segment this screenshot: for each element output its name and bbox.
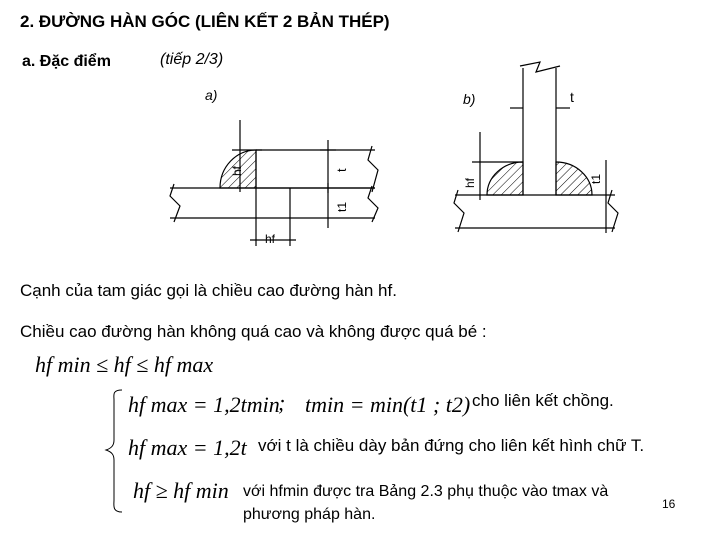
formula-hf-range: hf min ≤ hf ≤ hf max <box>35 352 214 377</box>
figure-b-label: b) <box>463 91 476 107</box>
paragraph-hf-definition: Cạnh của tam giác gọi là chiều cao đường hàn hf. <box>20 281 397 300</box>
page-number: 16 <box>662 497 676 511</box>
hf-label-a-vertical: hf <box>230 165 244 176</box>
figure-a-label: a) <box>205 87 218 103</box>
page-title: 2. ĐƯỜNG HÀN GÓC (LIÊN KẾT 2 BẢN THÉP) <box>20 12 390 31</box>
note-lap-joint: cho liên kết chồng. <box>472 391 614 410</box>
formula-lap-max: hf max = 1,2tmin <box>128 392 280 417</box>
lap-joint-drawing <box>170 120 378 246</box>
t1-label-a: t1 <box>335 201 349 212</box>
formula-semicolon: ; <box>278 390 286 415</box>
hf-label-b: hf <box>463 177 477 188</box>
t-label-a: t <box>334 168 349 172</box>
formula-tee-max: hf max = 1,2t <box>128 435 247 460</box>
note-lower-line2: phương pháp hàn. <box>243 506 376 523</box>
tee-joint-drawing <box>454 62 618 233</box>
note-tee-joint: với t là chiều dày bản đứng cho liên kết hình chữ T. <box>258 436 645 455</box>
formula-brace <box>106 390 122 512</box>
formula-hf-lower: hf ≥ hf min <box>133 478 229 503</box>
continuation-note: (tiếp 2/3) <box>160 51 224 68</box>
fillet-weld-b-right <box>556 162 592 195</box>
t1-label-b: t1 <box>589 173 603 184</box>
paragraph-hf-limits: Chiều cao đường hàn không quá cao và không được quá bé : <box>20 322 487 341</box>
t-label-b: t <box>570 89 574 105</box>
note-lower-line1: với hfmin được tra Bảng 2.3 phụ thuộc vào tmax và <box>243 483 609 500</box>
formula-tmin: tmin = min(t1 ; t2) <box>305 392 471 417</box>
fillet-weld-b-left <box>487 162 523 195</box>
hf-label-a-horizontal: hf <box>265 232 276 246</box>
section-heading: a. Đặc điểm <box>22 53 111 70</box>
